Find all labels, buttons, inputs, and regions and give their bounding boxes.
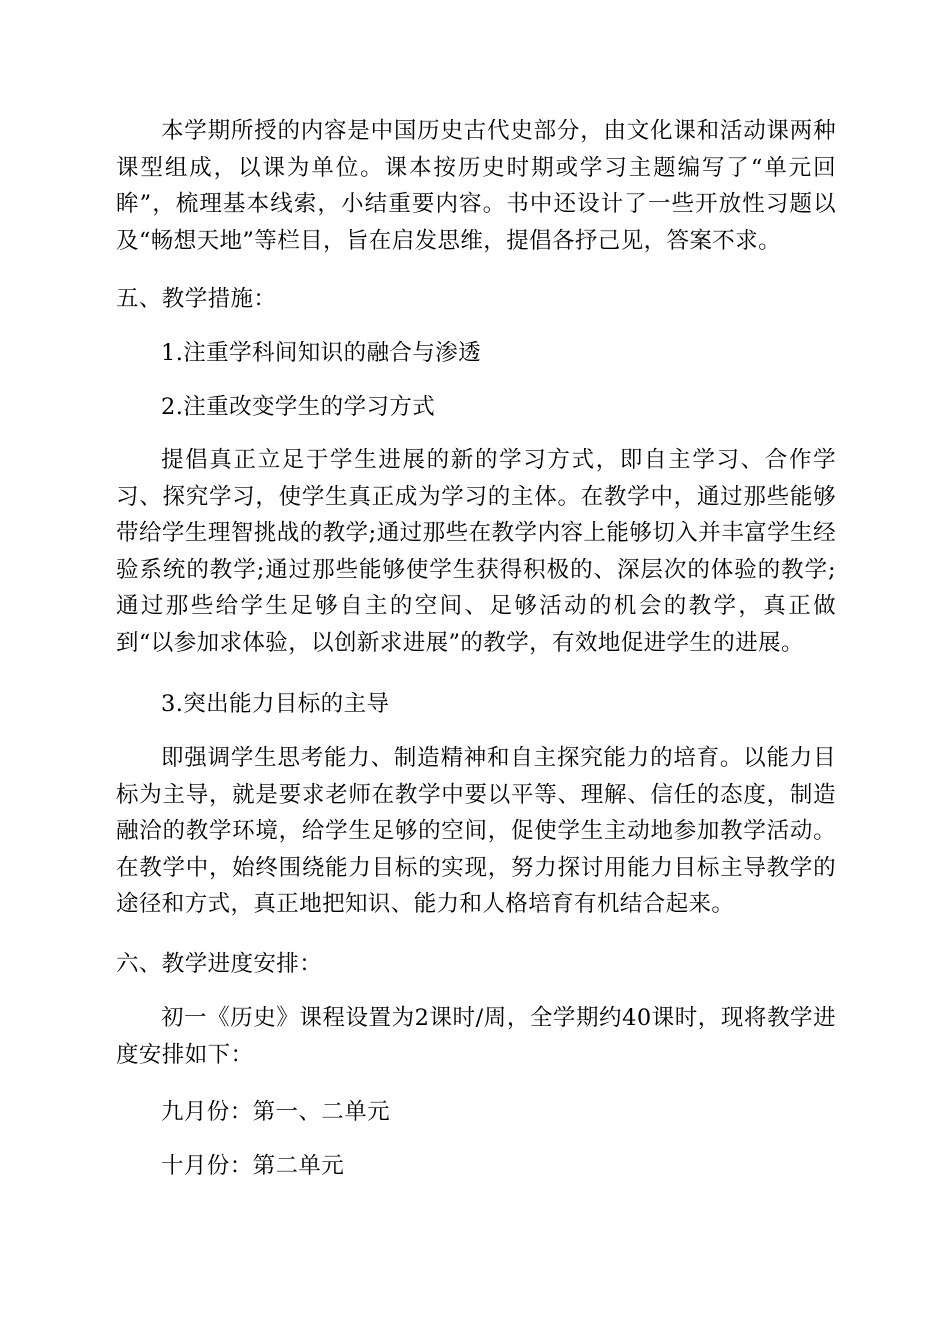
measure-2-title: 2.注重改变学生的学习方式 <box>161 394 436 420</box>
measure-1-title: 1.注重学科间知识的融合与渗透 <box>161 340 481 366</box>
section-5-heading: 五、教学措施： <box>116 286 277 312</box>
schedule-september: 九月份：第一、二单元 <box>161 1099 391 1125</box>
schedule-intro: 初一《历史》课程设置为2课时/周，全学期约40课时，现将教学进度安排如下： <box>116 1005 836 1068</box>
measure-3-body: 即强调学生思考能力、制造精神和自主探究能力的培育。以能力目标为主导，就是要求老师在教学中要以平等、理解、信任的态度，制造融洽的教学环境，给学生足够的空间，促使学生主动地参加教学活动。在教学中，始终围绕能力目标的实现，努力探讨用能力目标主导教学的途径和方式，真正地把知识、能力和人格培育有机结合起来。 <box>116 745 836 917</box>
measure-2-body: 提倡真正立足于学生进展的新的学习方式，即自主学习、合作学习、探究学习，使学生真正成为学习的主体。在教学中，通过那些能够带给学生理智挑战的教学;通过那些在教学内容上能够切入并丰富学生经验系统的教学;通过那些能够使学生获得积极的、深层次的体验的教学;通过那些给学生足够自主的空间、足够活动的机会的教学，真正做到“以参加求体验，以创新求进展”的教学，有效地促进学生的进展。 <box>116 447 836 656</box>
schedule-october: 十月份：第二单元 <box>161 1153 345 1179</box>
section-6-heading: 六、教学进度安排： <box>116 951 323 977</box>
intro-paragraph: 本学期所授的内容是中国历史古代史部分，由文化课和活动课两种课型组成，以课为单位。课本按历史时期或学习主题编写了“单元回眸”，梳理基本线索，小结重要内容。书中还设计了一些开放性习题以及“畅想天地”等栏目，旨在启发思维，提倡各抒己见，答案不求。 <box>116 118 836 254</box>
measure-3-title: 3.突出能力目标的主导 <box>161 691 390 717</box>
